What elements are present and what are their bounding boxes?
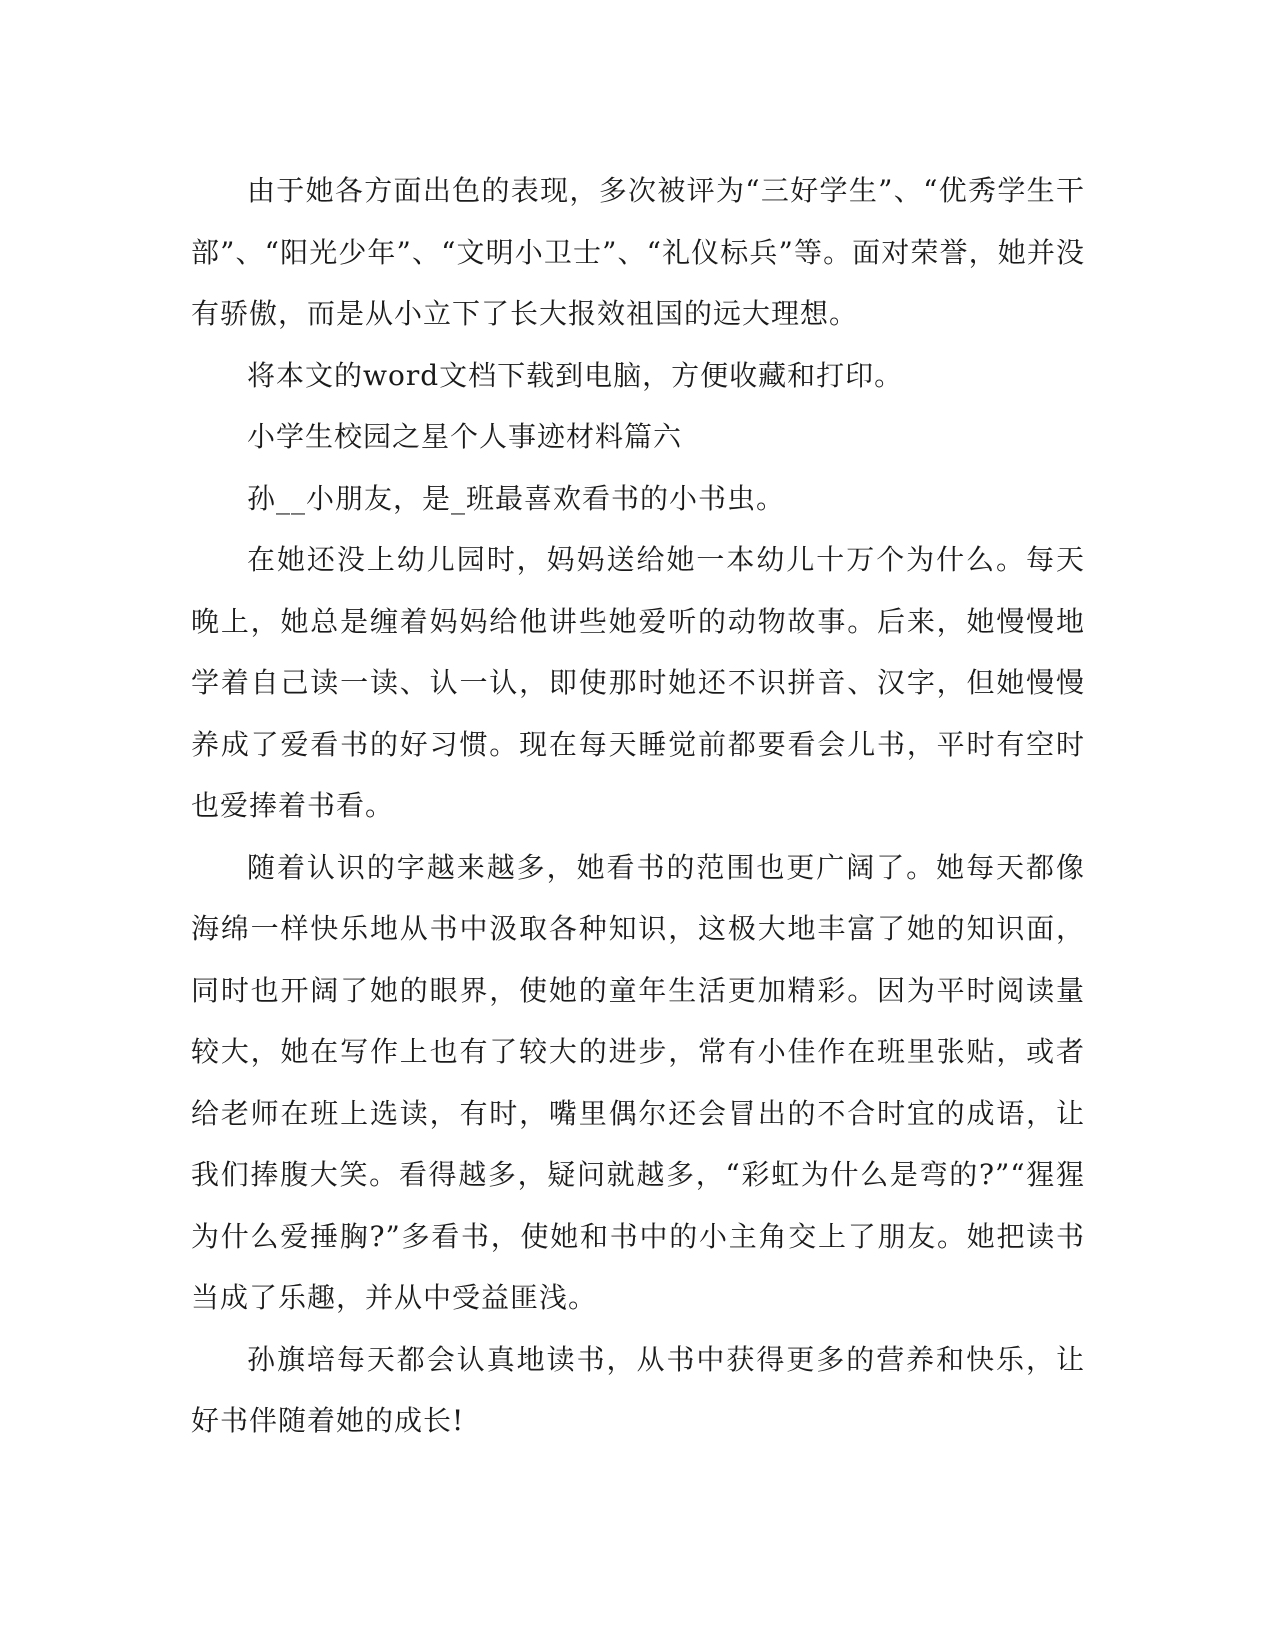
section-heading: 小学生校园之星个人事迹材料篇六 (247, 420, 683, 453)
paragraph-early-reading: 在她还没上幼儿园时，妈妈送给她一本幼儿十万个为什么。每天晚上，她总是缠着妈妈给他讲些她爱听的动物故事。后来，她慢慢地学着自己读一读、认一认，即使那时她还不识拼音、汉字，但她慢慢养成了爱看书的好习惯。现在每天睡觉前都要看会儿书，平时有空时也爱捧着书看。 (191, 543, 1085, 822)
paragraph-download-note: 将本文的word文档下载到电脑，方便收藏和打印。 (247, 358, 904, 392)
paragraph-reading-growth: 随着认识的字越来越多，她看书的范围也更广阔了。她每天都像海绵一样快乐地从书中汲取各种知识，这极大地丰富了她的知识面，同时也开阔了她的眼界，使她的童年生活更加精彩。因为平时阅读量较大，她在写作上也有了较大的进步，常有小佳作在班里张贴，或者给老师在班上选读，有时，嘴里偶尔还会冒出的不合时宜的成语，让我们捧腹大笑。看得越多，疑问就越多，“彩虹为什么是弯的?”“猩猩为什么爱捶胸?”多看书，使她和书中的小主角交上了朋友。她把读书当成了乐趣，并从中受益匪浅。 (191, 850, 1085, 1314)
paragraph-honors: 由于她各方面出色的表现，多次被评为“三好学生”、“优秀学生干部”、“阳光少年”、“文明小卫士”、“礼仪标兵”等。面对荣誉，她并没有骄傲，而是从小立下了长大报效祖国的远大理想。 (191, 174, 1085, 330)
paragraph-conclusion: 孙旗培每天都会认真地读书，从书中获得更多的营养和快乐，让好书伴随着她的成长! (191, 1342, 1085, 1437)
paragraph-intro: 孙__小朋友，是_班最喜欢看书的小书虫。 (247, 481, 786, 515)
document-body (191, 160, 1085, 1452)
